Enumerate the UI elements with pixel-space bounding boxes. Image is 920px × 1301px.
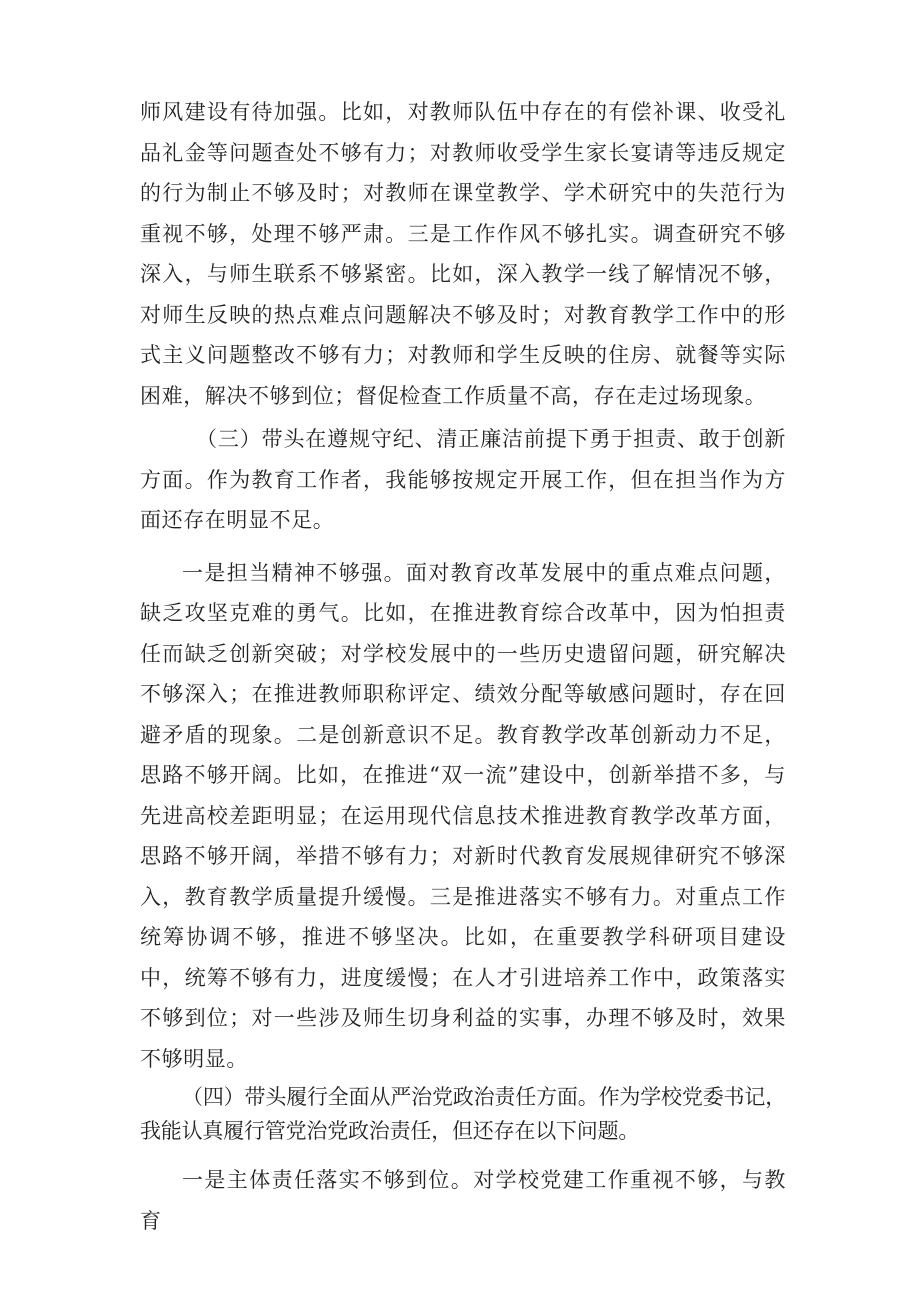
document-body — [140, 92, 786, 1241]
paragraph-teacher-ethics: 师风建设有待加强。比如，对教师队伍中存在的有偿补课、收受礼品礼金等问题查处不够有力；对教师收受学生家长宴请等违反规定的行为制止不够及时；对教师在课堂教学、学术研究中的失范行为重视不够，处理不够严肃。三是工作作风不够扎实。调查研究不够深入，与师生联系不够紧密。比如，深入教学一线了解情况不够，对师生反映的热点难点问题解决不够及时；对教育教学工作中的形式主义问题整改不够有力；对教师和学生反映的住房、就餐等实际困难，解决不够到位；督促检查工作质量不高，存在走过场现象。 — [140, 100, 786, 408]
paragraph-responsibility-innovation: 一是担当精神不够强。面对教育改革发展中的重点难点问题，缺乏攻坚克难的勇气。比如，在推进教育综合改革中，因为怕担责任而缺乏创新突破；对学校发展中的一些历史遗留问题，研究解决不够深入；在推进教师职称评定、绩效分配等敏感问题时，存在回避矛盾的现象。二是创新意识不足。教育教学改革创新动力不足，思路不够开阔。比如，在推进“双一流”建设中，创新举措不多，与先进高校差距明显；在运用现代信息技术推进教育教学改革方面，思路不够开阔，举措不够有力；对新时代教育发展规律研究不够深入，教育教学质量提升缓慢。三是推进落实不够有力。对重点工作统筹协调不够，推进不够坚决。比如，在重要教学科研项目建设中，统筹不够有力，进度缓慢；在人才引进培养工作中，政策落实不够到位；对一些涉及师生切身利益的实事，办理不够及时，效果不够明显。 — [140, 560, 786, 1071]
section-three-heading-paragraph: （三）带头在遵规守纪、清正廉洁前提下勇于担责、敢于创新方面。作为教育工作者，我能够按规定开展工作，但在担当作为方面还存在明显不足。 — [140, 427, 786, 532]
paragraph-main-responsibility: 一是主体责任落实不够到位。对学校党建工作重视不够，与教育 — [140, 1168, 786, 1233]
section-four-heading-paragraph: （四）带头履行全面从严治党政治责任方面。作为学校党委书记，我能认真履行管党治党政治责任，但还存在以下问题。 — [140, 1085, 786, 1143]
